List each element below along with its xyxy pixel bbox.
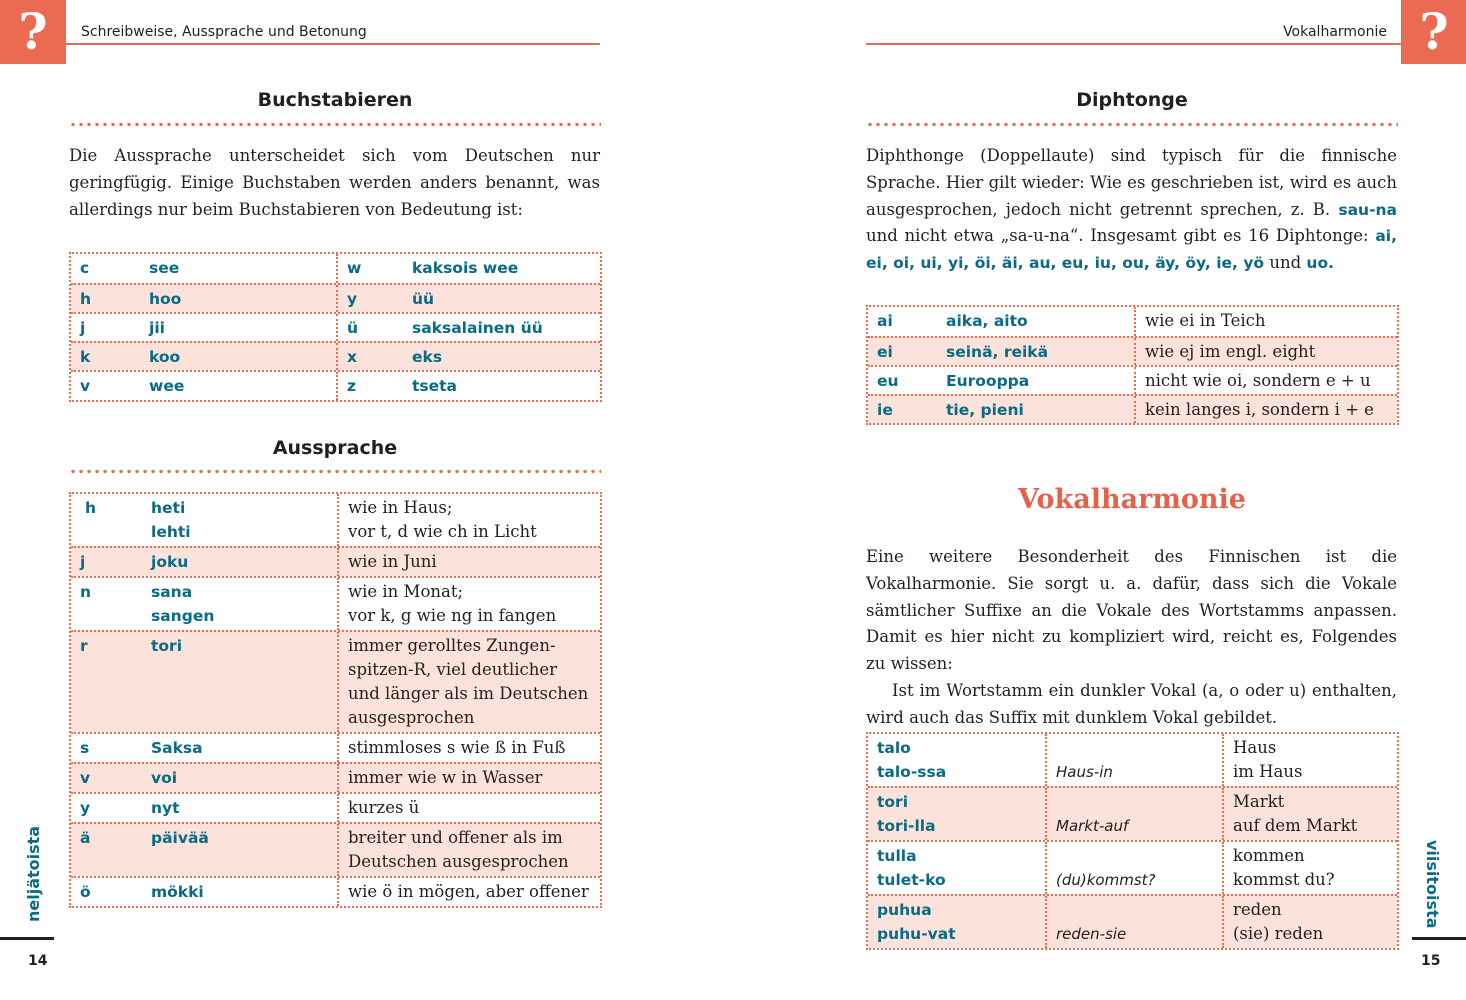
vokalharmonie-paragraph: Eine weitere Besonderheit des Finnischen ist die Vokalharmonie. Sie sorgt u. a. dafür, dass sich die Vokale sämtlicher Suffixe an die Vokale des Wortstamms anpassen. Damit es hier nicht zu kompliziert wird, reicht es, Folgendes zu wissen: Ist im Wortstamm ein dunkler Vokal (a, o oder u) enthalten, wird auch das Suffix mit dunklem Vokal gebildet. <box>866 547 1397 727</box>
table-row: ai aika, aito wie ei in Teich <box>868 307 1397 336</box>
buchstabieren-intro: Die Aussprache unterscheidet sich vom Deutschen nur geringfügig. Einige Buchstaben werden anders benannt, was allerdings nur beim Buchstabieren von Bedeutung ist: <box>69 146 600 219</box>
table-row: v wee z tseta <box>71 370 600 400</box>
table-row: j joku wie in Juni <box>71 546 600 576</box>
table-row: y nyt kurzes ü <box>71 792 600 822</box>
table-row: s Saksa stimmloses s wie ß in Fuß <box>71 732 600 762</box>
dotted-divider <box>866 122 1398 127</box>
section-title-diphtonge: Diphtonge <box>1076 89 1188 111</box>
table-row: puhua puhu-vat reden-sie reden (sie) reden <box>868 894 1397 948</box>
spelling-table <box>69 252 602 402</box>
page-number-left: 14 <box>28 953 48 969</box>
section-title-buchstabieren: Buchstabieren <box>257 89 413 111</box>
table-row: h heti lehti wie in Haus; vor t, d wie ch in Licht <box>71 494 600 546</box>
footer-rule-left <box>0 937 54 940</box>
table-row: tori tori-lla Markt-auf Markt auf dem Markt <box>868 786 1397 840</box>
table-row: n sana sangen wie in Monat; vor k, g wie ng in fangen <box>71 576 600 630</box>
table-row: h hoo y üü <box>71 283 600 312</box>
table-row: c see w kaksois wee <box>71 254 600 283</box>
table-row: j jii ü saksalainen üü <box>71 312 600 341</box>
header-rule-right <box>866 43 1401 45</box>
table-row: ie tie, pieni kein langes i, sondern i + e <box>868 394 1397 423</box>
dotted-divider <box>69 469 601 474</box>
diphthong-table <box>866 305 1399 425</box>
table-row: ei seinä, reikä wie ej im engl. eight <box>868 336 1397 365</box>
page-word-label-right: viisitoista <box>1423 840 1442 929</box>
table-row: ö mökki wie ö in mögen, aber offener <box>71 876 600 906</box>
table-row: tulla tulet-ko (du)kommst? kommen kommst du? <box>868 840 1397 894</box>
footer-rule-right <box>1412 937 1466 940</box>
chapter-title: Vokalharmonie <box>1018 484 1246 515</box>
question-mark-icon: ? <box>1401 0 1466 64</box>
table-row: talo talo-ssa Haus-in Haus im Haus <box>868 734 1397 786</box>
table-row: r tori immer gerolltes Zungen- spitzen-R, viel deutlicher und länger als im Deutschen ausgesprochen <box>71 630 600 732</box>
table-row: v voi immer wie w in Wasser <box>71 762 600 792</box>
section-title-aussprache: Aussprache <box>272 437 398 459</box>
page-word-label-left: neljätoista <box>24 825 43 922</box>
table-row: ä päivää breiter und offener als im Deutschen ausgesprochen <box>71 822 600 876</box>
table-row: eu Eurooppa nicht wie oi, sondern e + u <box>868 365 1397 394</box>
question-mark-icon: ? <box>0 0 66 64</box>
running-header-left: Schreibweise, Aussprache und Betonung <box>81 24 367 40</box>
running-header-right: Vokalharmonie <box>1283 24 1387 40</box>
dotted-divider <box>69 122 601 127</box>
page-number-right: 15 <box>1421 953 1441 969</box>
pronunciation-table <box>69 492 602 908</box>
diphtonge-paragraph: Diphthonge (Doppellaute) sind typisch für die finnische Sprache. Hier gilt wieder: Wie es geschrieben ist, wird es auch ausgesprochen, jedoch nicht getrennt sprechen, z. B. sau-na und nicht etwa „sa-u-na“. Insgesamt gibt es 16 Diphtonge: ai, ei, oi, ui, yi, öi, äi, au, eu, iu, ou, äy, öy, ie, yö und uo. <box>866 146 1397 273</box>
vowel-harmony-table <box>866 732 1399 950</box>
table-row: k koo x eks <box>71 341 600 370</box>
header-rule-left <box>66 43 600 45</box>
